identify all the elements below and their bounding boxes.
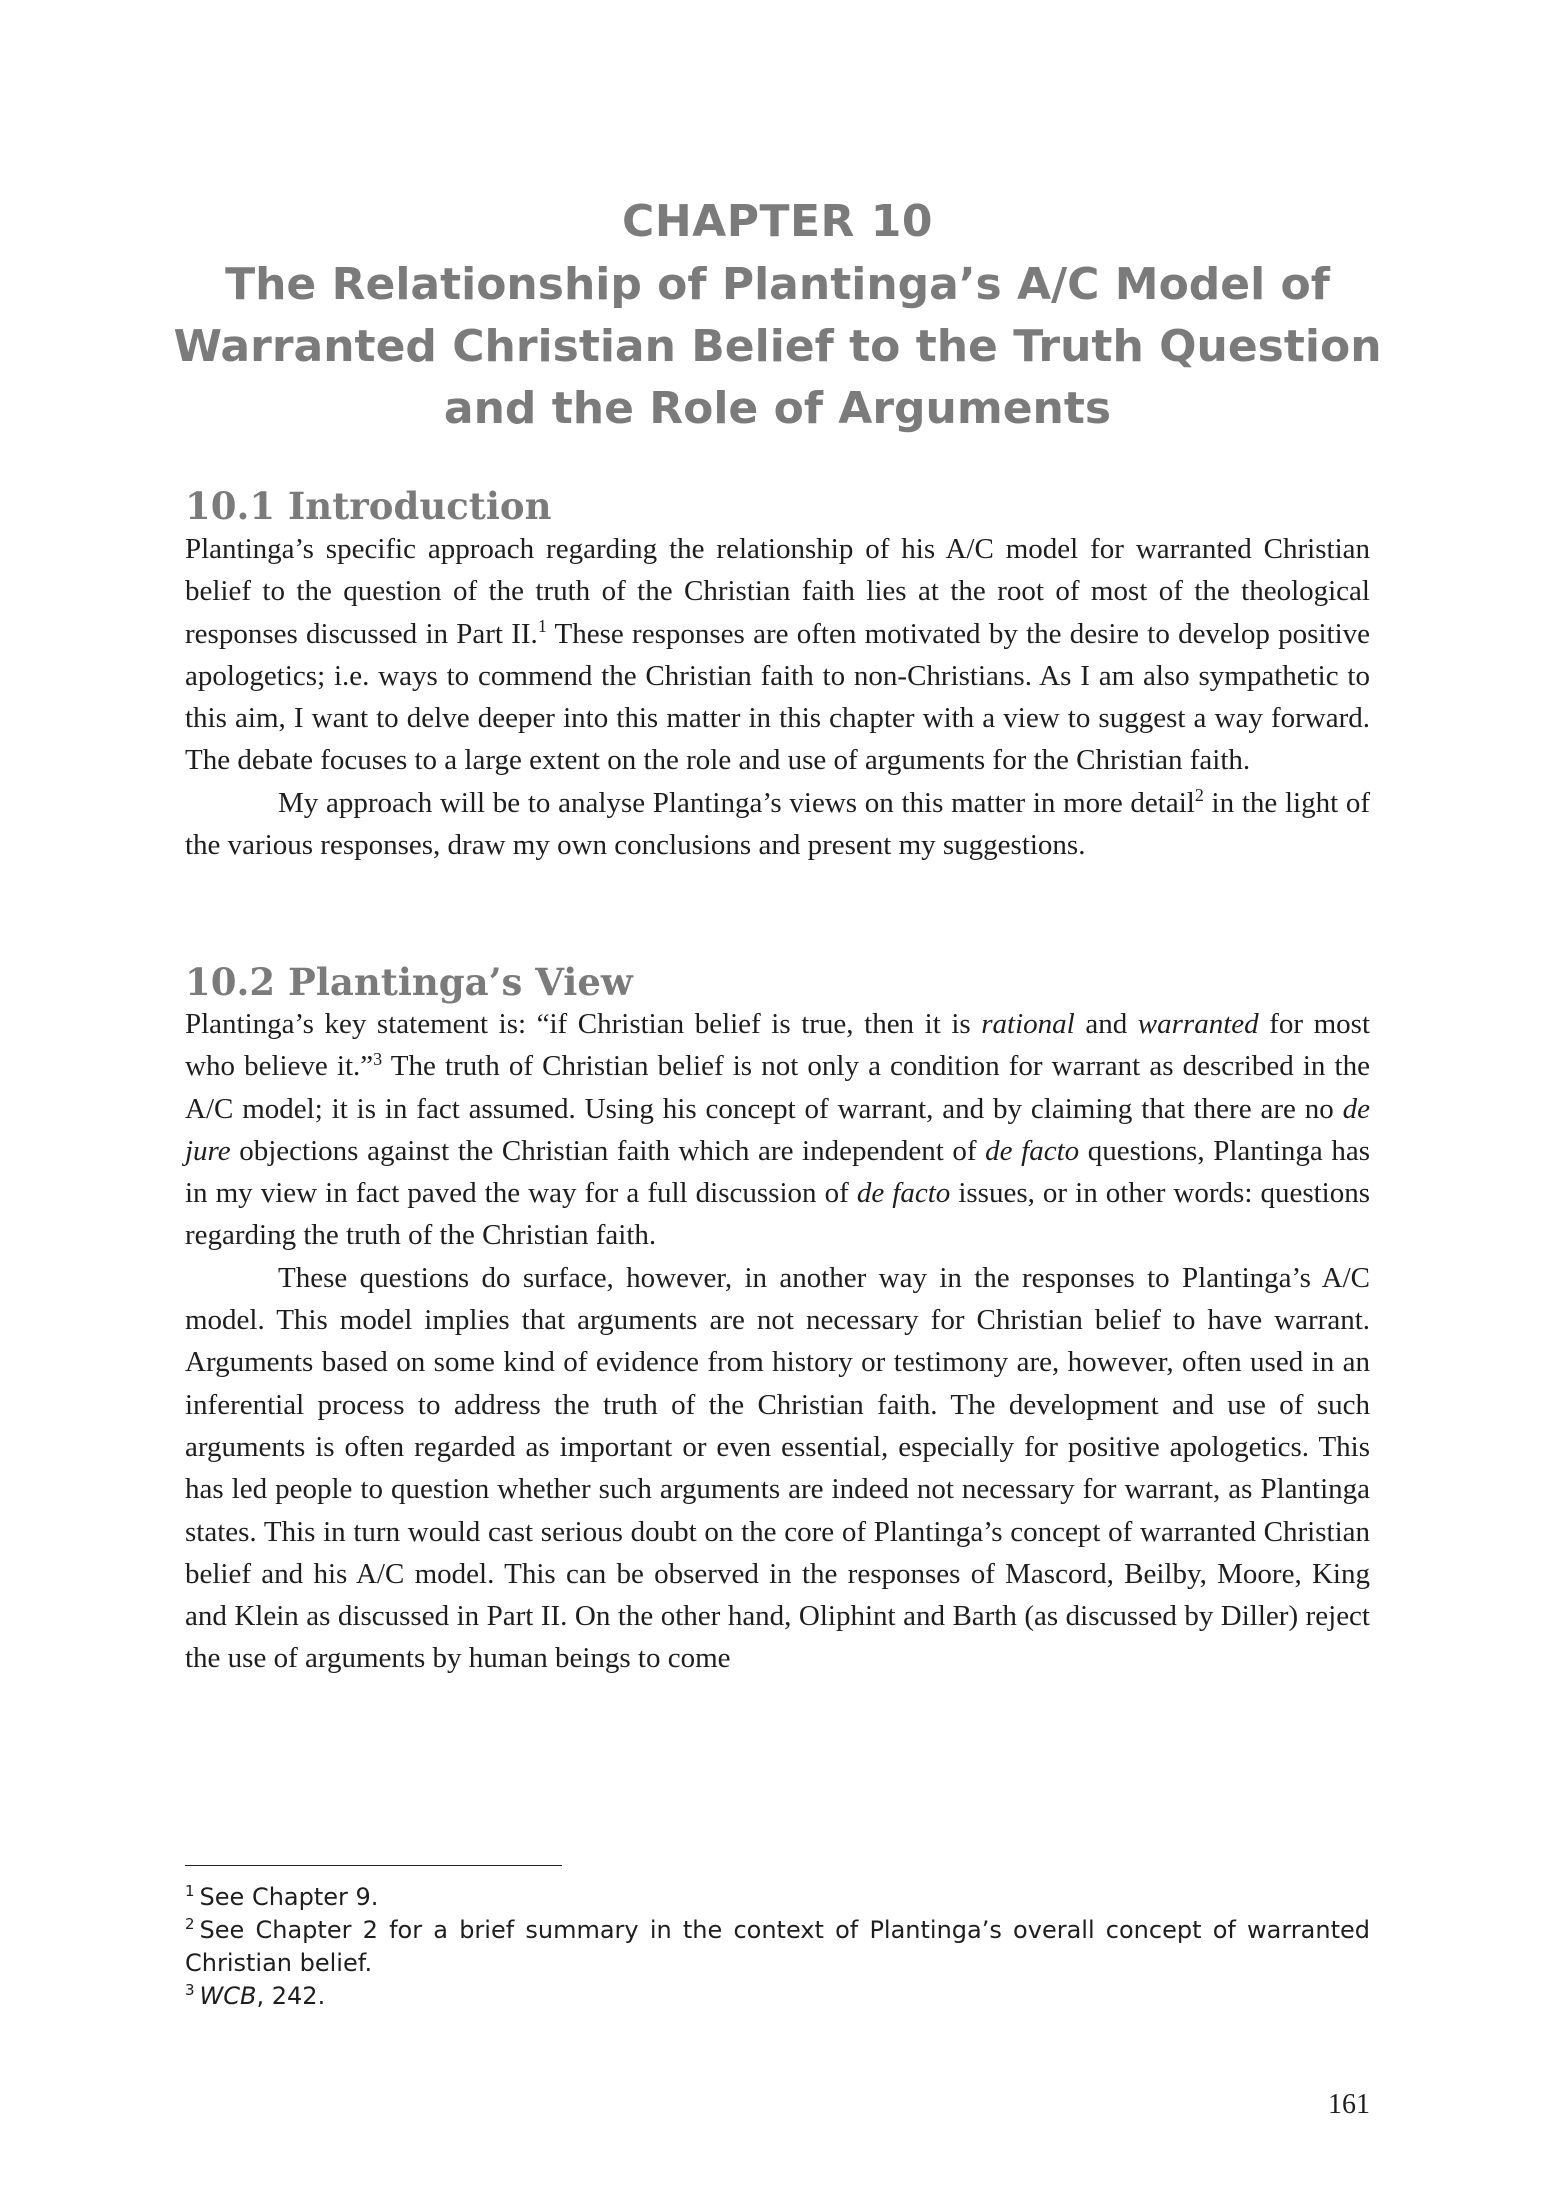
footnote-ref: 2 [1194, 785, 1204, 806]
paragraph: Plantinga’s specific approach regarding the relationship of his A/C model for warranted Christian belief to the question of the truth of the Christian faith lies at the root of most of the theological responses discussed in Part II.$^1$ These responses are often motivated by the desire to develop positive apologetics; i.e. ways to commend the Christian faith to non-Christians. As I am also sympathetic to this aim, I want to delve deeper into this matter in this chapter with a view to suggest a way forward. The debate focuses to a large extent on the role and use of arguments for the Christian faith. [185, 533, 1370, 777]
footnote-ref: 1 [537, 615, 547, 636]
section-heading-plantingas-view: 10.2 Plantinga’s View [185, 960, 633, 1004]
section-view-body [185, 1003, 1370, 1680]
footnote: $^3$ WCB, 242. [185, 1981, 326, 2010]
chapter-heading [160, 190, 1395, 440]
footnote-ref: 3 [373, 1048, 383, 1069]
footnotes [185, 1881, 1370, 2013]
footnote: $^1$ See Chapter 9. [185, 1882, 379, 1911]
paragraph: My approach will be to analyse Plantinga’s views on this matter in more detail$^2$ in the light of the various responses, draw my own conclusions and present my suggestions. [185, 785, 1370, 862]
section-introduction-body [185, 528, 1370, 866]
footnote-divider [185, 1865, 562, 1866]
paragraph: These questions do surface, however, in another way in the responses to Plantinga’s A/C model. This model implies that arguments are not necessary for Christian belief to have warrant. Arguments based on some kind of evidence from history or testimony are, however, often used in an inferential process to address the truth of the Christian faith. The development and use of such arguments is often regarded as important or even essential, especially for positive apologetics. This has led people to question whether such arguments are indeed not necessary for warrant, as Plantinga states. This in turn would cast serious doubt on the core of Plantinga’s concept of warranted Christian belief and his A/C model. This can be observed in the responses of Mascord, Beilby, Moore, King and Klein as discussed in Part II. On the other hand, Oliphint and Barth (as discussed by Diller) reject the use of arguments by human beings to come [185, 1261, 1370, 1675]
paragraph: Plantinga’s key statement is: “if Christian belief is true, then it is rational and warranted for most who believe it.”$^3$ The truth of Christian belief is not only a condition for warrant as described in the A/C model; it is in fact assumed. Using his concept of warrant, and by claiming that there are no de jure objections against the Christian faith which are independent of de facto questions, Plantinga has in my view in fact paved the way for a full discussion of de facto issues, or in other words: questions regarding the truth of the Christian faith. [185, 1008, 1371, 1252]
chapter-label: CHAPTER 10 [622, 196, 933, 247]
chapter-title-line-2: Warranted Christian Belief to the Truth Question [173, 321, 1382, 372]
chapter-title-line-3: and the Role of Arguments [443, 383, 1112, 434]
page-number: 161 [1328, 2089, 1370, 2120]
footnote: $^2$ See Chapter 2 for a brief summary in the context of Plantinga’s overall concept of warranted Christian belief. [185, 1915, 1370, 1977]
chapter-title-line-1: The Relationship of Plantinga’s A/C Model of [225, 259, 1330, 310]
section-heading-introduction: 10.1 Introduction [185, 484, 552, 528]
